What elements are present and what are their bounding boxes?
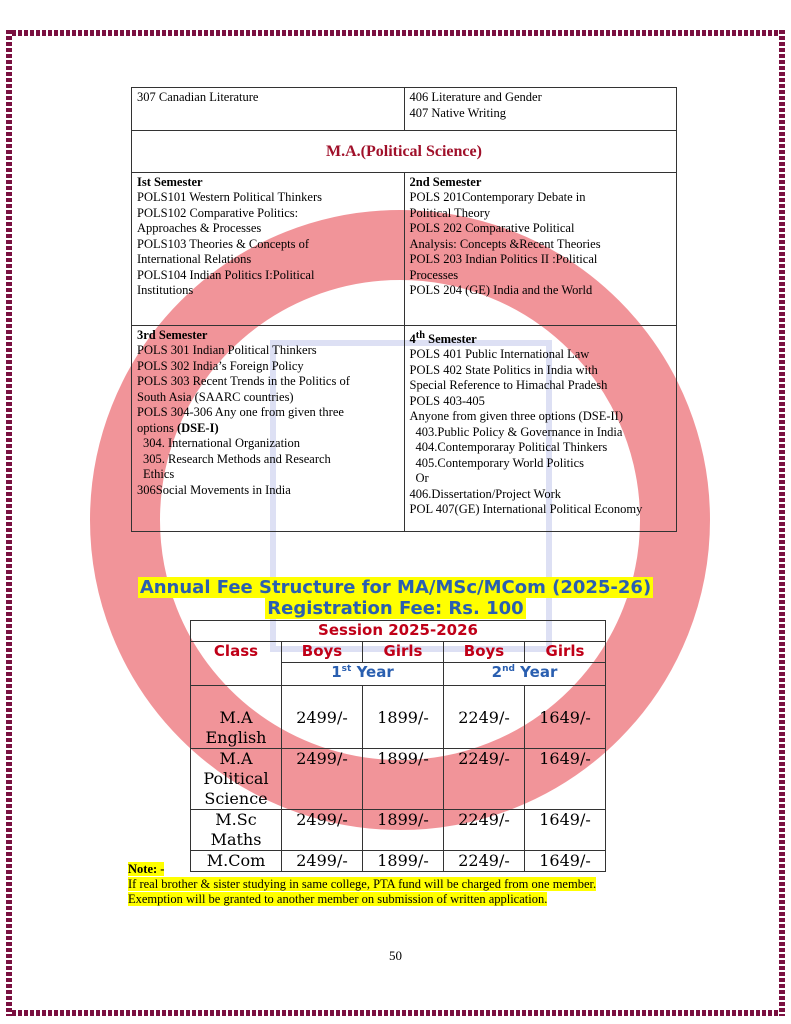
option-line: 403.Public Policy & Governance in India (415, 424, 623, 439)
course-line: South Asia (SAARC countries) (137, 389, 294, 404)
page-border-left (6, 30, 12, 1016)
course-line: POLS103 Theories & Concepts of (137, 236, 309, 251)
class-name (191, 810, 282, 851)
option-line: 404.Contemporaray Political Thinkers (415, 440, 608, 455)
option-line: Ethics (143, 467, 175, 481)
page-border-right (779, 30, 785, 1016)
course-line: POLS 304-306 Any one from given three (137, 405, 344, 419)
fee-amount: 2249/- (444, 810, 525, 851)
fee-amount: 1649/- (525, 851, 606, 872)
course-line: Special Reference to Himachal Pradesh (409, 378, 608, 393)
class-name (191, 749, 282, 810)
fee-row-ma-english (191, 686, 606, 749)
col-boys-1: Boys (282, 642, 363, 663)
year-number: 1 (331, 663, 342, 681)
year-number: 2 (491, 663, 503, 681)
course-line: POLS 201Contemporary Debate in (409, 190, 586, 204)
note-line (128, 877, 596, 892)
note-line-text: If real brother & sister studying in same college, PTA fund will be charged from one member. (128, 877, 597, 891)
course-line: POLS 402 State Politics in India with (409, 362, 598, 377)
fee-amount: 1899/- (363, 851, 444, 872)
class-line: English (205, 728, 267, 747)
course-line: POLS 204 (GE) India and the World (409, 283, 593, 297)
course-line: POLS104 Indian Politics I:Political (137, 267, 315, 282)
course-line: POLS 301 Indian Political Thinkers (137, 343, 317, 357)
fee-amount: 1899/- (363, 810, 444, 851)
fee-note (128, 862, 596, 907)
course-row-top (132, 88, 677, 131)
year-2-header (444, 663, 606, 686)
semester-4-cell (404, 325, 677, 531)
option-line: 304. International Organization (143, 436, 301, 450)
semester-3-cell (132, 325, 405, 531)
course-cell-307 (132, 88, 405, 131)
fee-title-text: Annual Fee Structure for MA/MSc/MCom (2025-26) (139, 577, 652, 598)
section-title-row (132, 131, 677, 173)
col-class: Class (191, 642, 282, 686)
semester-heading: Ist Semester (137, 174, 203, 189)
semester-row-3-4 (132, 325, 677, 531)
fee-amount: 2249/- (444, 749, 525, 810)
semester-2-cell (404, 172, 677, 325)
class-line: M.A (219, 708, 253, 727)
course-line-options (137, 421, 399, 437)
course-line: 406 Literature and Gender (409, 90, 542, 104)
registration-fee-text: Registration Fee: Rs. 100 (267, 598, 524, 619)
year-suffix: nd (502, 664, 515, 674)
semester-word: Semester (425, 331, 477, 346)
class-line: M.Sc (215, 810, 257, 829)
year-word: Year (351, 663, 394, 681)
course-line: POLS 401 Public International Law (409, 347, 590, 362)
fee-amount: 1649/- (525, 749, 606, 810)
fee-row-ma-political-science (191, 749, 606, 810)
dse-label: (DSE-I) (176, 420, 219, 435)
fee-row-msc-maths (191, 810, 606, 851)
fee-amount: 1899/- (363, 686, 444, 749)
page-border-bottom (6, 1010, 785, 1016)
course-line: POLS 302 India’s Foreign Policy (137, 358, 304, 373)
option-line: 405.Contemporary World Politics (415, 455, 585, 470)
semester-1-cell (132, 172, 405, 325)
page-border-top (6, 30, 785, 36)
note-line-text: Exemption will be granted to another member on submission of written application. (128, 892, 548, 906)
page-number: 50 (389, 948, 402, 963)
semester-heading (410, 328, 672, 348)
fee-amount: 2499/- (282, 686, 363, 749)
course-table (131, 87, 677, 532)
semester-number: 4 (409, 331, 416, 346)
note-heading (128, 862, 596, 877)
course-line: Political Theory (409, 205, 491, 220)
options-prefix: options (137, 420, 177, 435)
year-suffix: st (341, 664, 352, 674)
semester-suffix: th (415, 329, 426, 341)
semester-row-1-2 (132, 172, 677, 325)
fee-session-row (191, 621, 606, 642)
fee-amount: 2249/- (444, 686, 525, 749)
class-line: M.Com (206, 851, 266, 870)
course-line: Analysis: Concepts &Recent Theories (409, 236, 601, 251)
note-heading-text: Note: - (128, 862, 165, 876)
course-line: POLS 303 Recent Trends in the Politics of (137, 374, 350, 388)
col-girls-2: Girls (525, 642, 606, 663)
fee-amount: 2499/- (282, 810, 363, 851)
session-label: Session 2025-2026 (191, 621, 606, 642)
fee-amount: 1899/- (363, 749, 444, 810)
fee-amount: 2249/- (444, 851, 525, 872)
course-line: Approaches & Processes (137, 221, 262, 235)
course-line: POLS 202 Comparative Political (409, 221, 575, 235)
option-line: Or (415, 471, 429, 486)
course-line: POLS102 Comparative Politics: (137, 205, 299, 220)
option-line: 305. Research Methods and Research (143, 451, 331, 466)
course-line: 407 Native Writing (409, 105, 506, 120)
course-line: POLS 403-405 (409, 393, 485, 408)
course-line: POLS101 Western Political Thinkers (137, 190, 322, 204)
fee-header-row (191, 642, 606, 663)
course-line: Processes (409, 267, 459, 282)
course-line: 307 Canadian Literature (137, 90, 259, 104)
col-boys-2: Boys (444, 642, 525, 663)
fee-table (190, 620, 606, 872)
year-word: Year (514, 663, 558, 681)
class-name (191, 686, 282, 749)
course-line: Institutions (137, 283, 194, 297)
course-line: International Relations (137, 252, 252, 266)
class-line: M.A (219, 749, 253, 768)
year-1-header (282, 663, 444, 686)
course-line: POLS 203 Indian Politics II :Political (409, 252, 598, 266)
course-line: POL 407(GE) International Political Economy (409, 502, 643, 517)
course-cell-406-407 (404, 88, 677, 131)
semester-heading: 2nd Semester (409, 174, 482, 189)
fee-amount: 2499/- (282, 851, 363, 872)
course-line: 306Social Movements in India (137, 482, 291, 497)
course-line: 406.Dissertation/Project Work (409, 486, 562, 501)
fee-amount: 1649/- (525, 810, 606, 851)
class-line: Political (203, 769, 269, 788)
fee-structure-title (0, 577, 791, 598)
col-girls-1: Girls (363, 642, 444, 663)
course-line: Anyone from given three options (DSE-II) (409, 409, 623, 424)
semester-heading: 3rd Semester (137, 327, 208, 342)
fee-amount: 2499/- (282, 749, 363, 810)
registration-fee (0, 598, 791, 619)
class-line: Science (204, 789, 268, 808)
fee-amount: 1649/- (525, 686, 606, 749)
class-line: Maths (210, 830, 262, 849)
note-line (128, 892, 596, 907)
section-title: M.A.(Political Science) (132, 131, 677, 173)
